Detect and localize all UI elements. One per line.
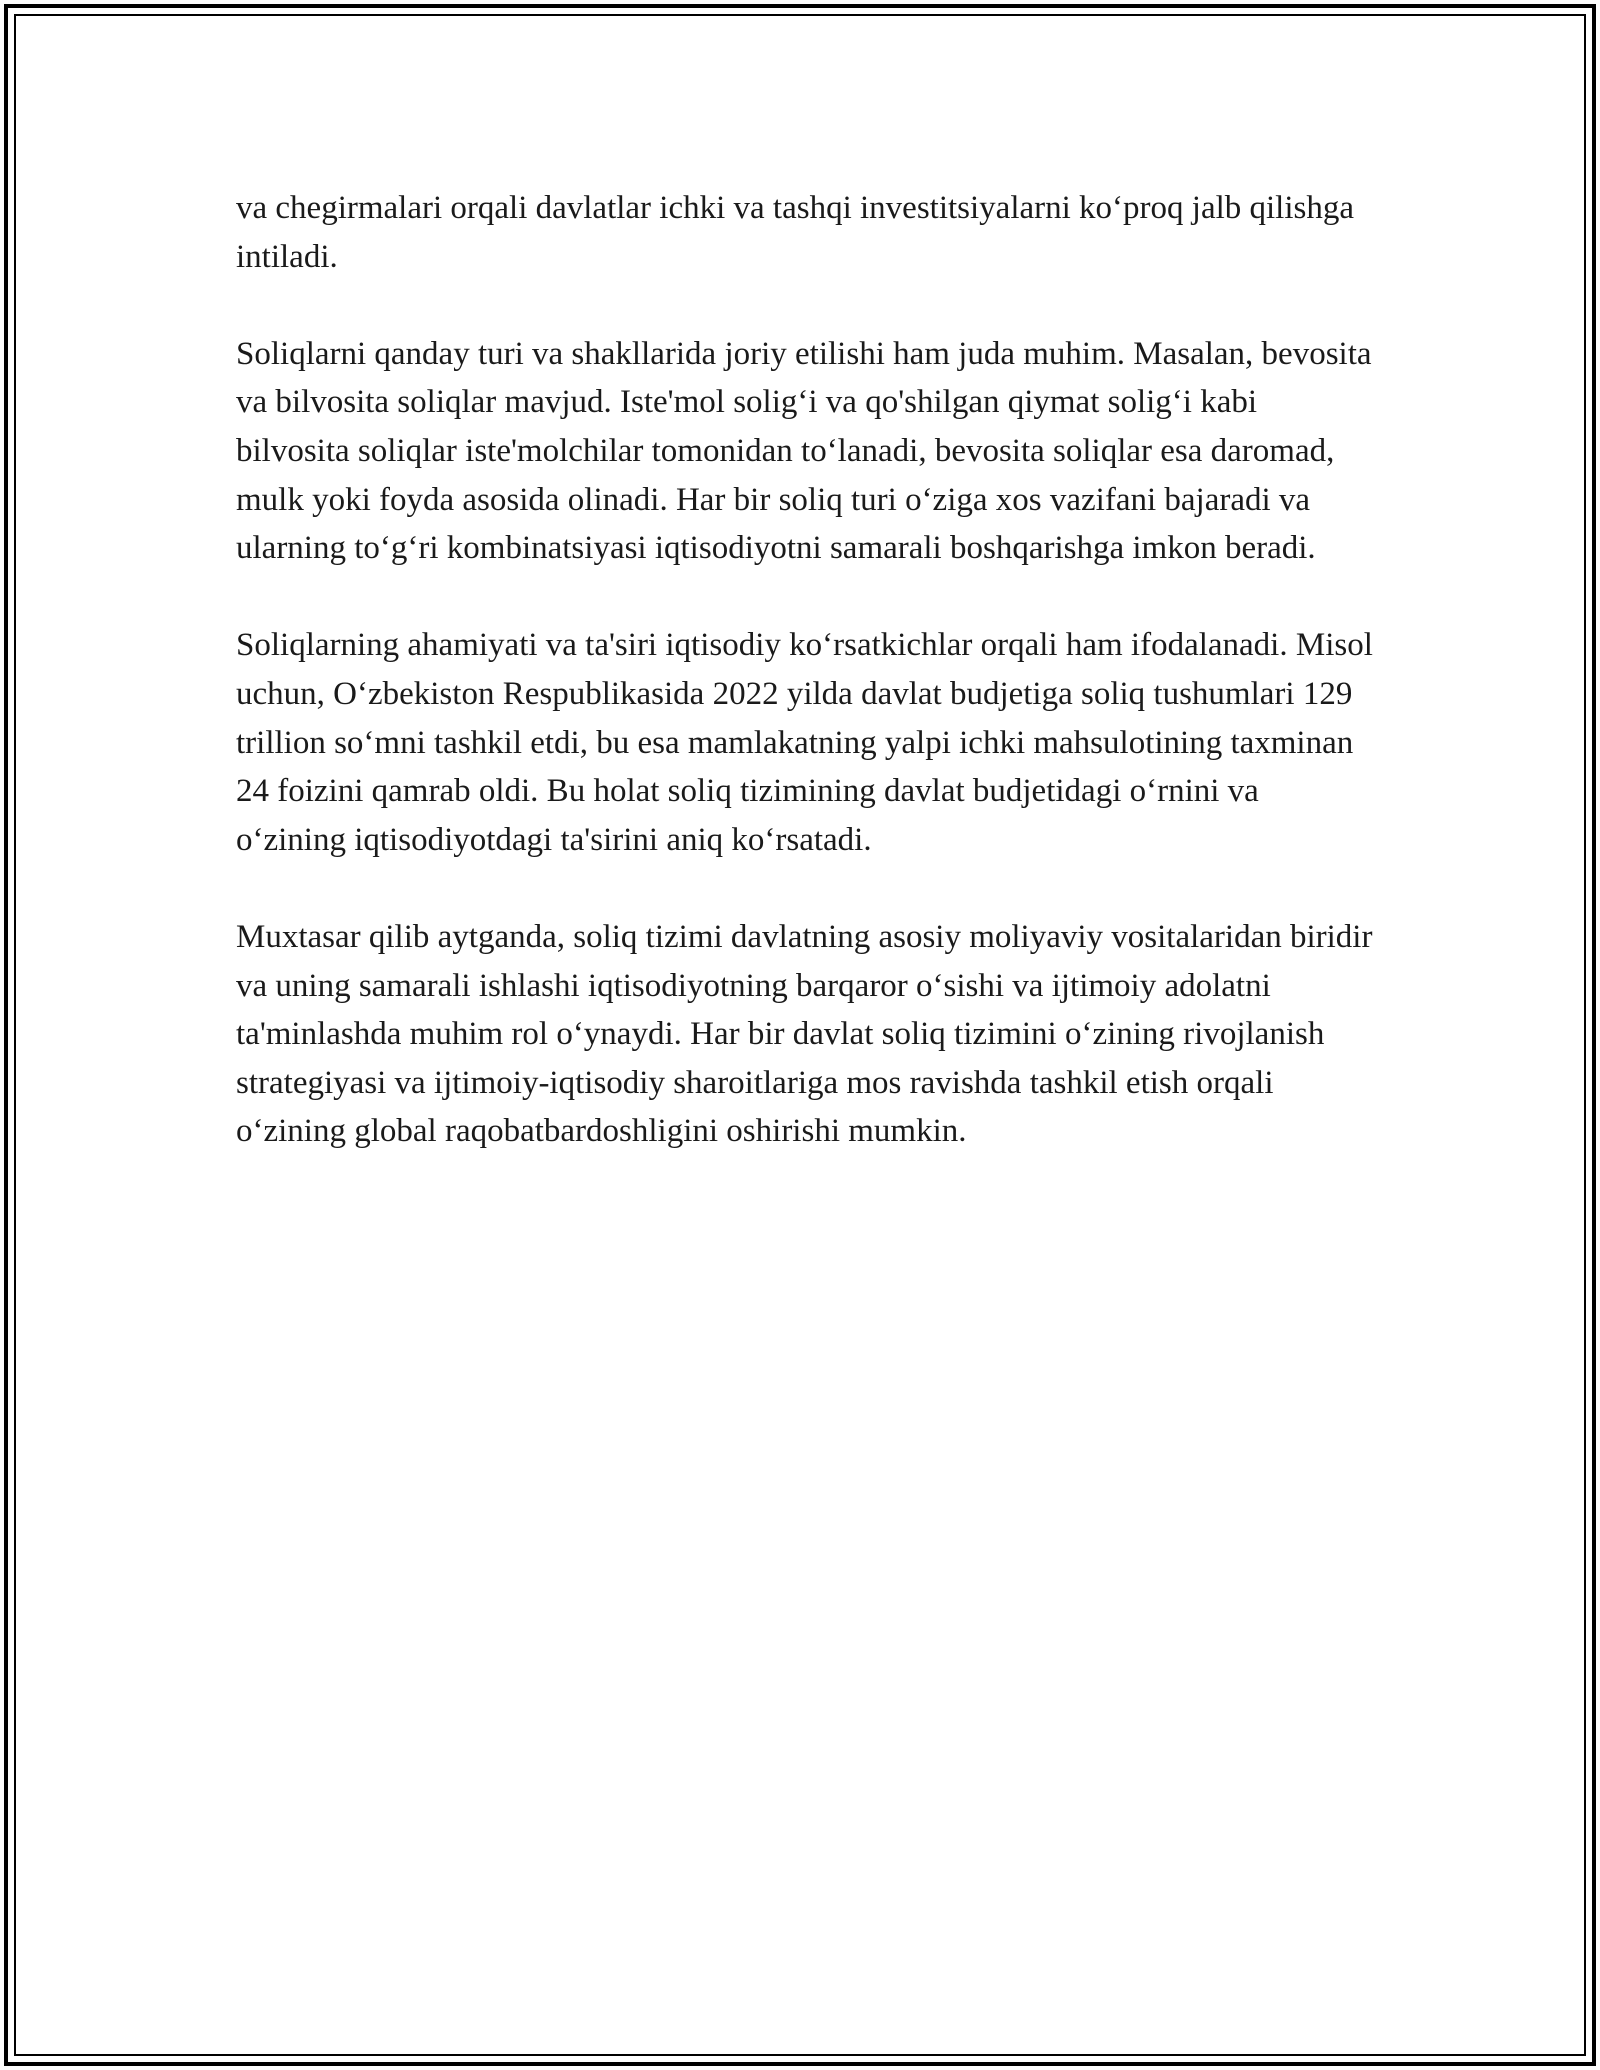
paragraph-3: Soliqlarning ahamiyati va ta'siri iqtisodiy ko‘rsatkichlar orqali ham ifodalanadi. Misol uchun, O‘zbekiston Respublikasida 2022 yilda davlat budjetiga soliq tushumlari 129 trillion so‘mni tashkil etdi, bu esa mamlakatning yalpi ichki mahsulotining taxminan 24 foizini qamrab oldi. Bu holat soliq tizimining davlat budjetidagi o‘rnini va o‘zining iqtisodiyotdagi ta'sirini aniq ko‘rsatadi.	[236, 627, 1373, 858]
paragraph-2: Soliqlarni qanday turi va shakllarida joriy etilishi ham juda muhim. Masalan, bevosita va bilvosita soliqlar mavjud. Iste'mol solig‘i va qo'shilgan qiymat solig‘i kabi bilvosita soliqlar iste'molchilar tomonidan to‘lanadi, bevosita soliqlar esa daromad, mulk yoki foyda asosida olinadi. Har bir soliq turi o‘ziga xos vazifani bajaradi va ularning to‘g‘ri kombinatsiyasi iqtisodiyotni samarali boshqarishga imkon beradi.	[236, 335, 1372, 567]
paragraph-4: Muxtasar qilib aytganda, soliq tizimi davlatning asosiy moliyaviy vositalaridan biridir va uning samarali ishlashi iqtisodiyotning barqaror o‘sishi va ijtimoiy adolatni ta'minlashda muhim rol o‘ynaydi. Har bir davlat soliq tizimini o‘zining rivojlanish strategiyasi va ijtimoiy-iqtisodiy sharoitlariga mos ravishda tashkil etish orqali o‘zining global raqobatbardoshligini oshirishi mumkin.	[236, 918, 1373, 1150]
paragraph-1: va chegirmalari orqali davlatlar ichki va tashqi investitsiyalarni ko‘proq jalb qilishga intiladi.	[236, 190, 1355, 275]
document-body	[236, 184, 1376, 1156]
